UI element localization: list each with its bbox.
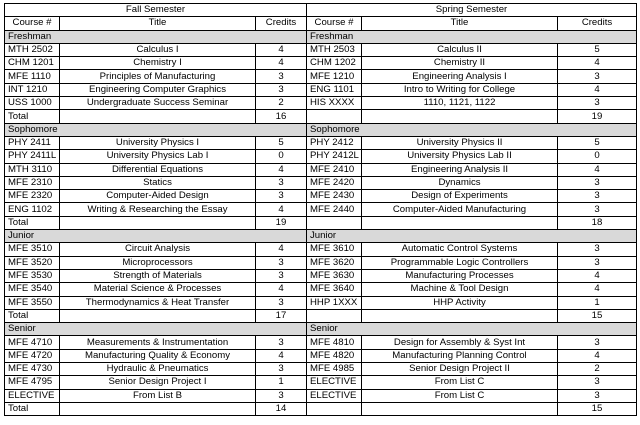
semester-header-row (5, 4, 637, 17)
spring-course-credits: 0 (558, 150, 637, 163)
fall-course-title: Material Science & Processes (60, 283, 256, 296)
spring-total-credits: 15 (558, 402, 637, 415)
spring-year-label: Sophomore (307, 123, 637, 136)
spring-total-spacer-2 (362, 309, 558, 322)
fall-course-number: MFE 3550 (5, 296, 60, 309)
spring-course-credits: 3 (558, 243, 637, 256)
fall-total-label: Total (5, 216, 60, 229)
spring-total-spacer-2 (362, 216, 558, 229)
fall-year-label: Senior (5, 323, 307, 336)
spring-course-title: University Physics II (362, 136, 558, 149)
fall-semester-header: Fall Semester (5, 4, 307, 17)
spring-course-credits: 3 (558, 190, 637, 203)
fall-course-number: ELECTIVE (5, 389, 60, 402)
spring-course-title: Calculus II (362, 43, 558, 56)
fall-course-number: CHM 1201 (5, 57, 60, 70)
spring-course-title: From List C (362, 376, 558, 389)
fall-course-credits: 5 (256, 136, 307, 149)
spring-course-credits: 4 (558, 283, 637, 296)
spring-year-label: Freshman (307, 30, 637, 43)
spring-course-number: MFE 2410 (307, 163, 362, 176)
year-header-row (5, 230, 637, 243)
spring-course-title: Engineering Analysis I (362, 70, 558, 83)
fall-total-spacer (60, 110, 256, 123)
spring-course-title: University Physics Lab II (362, 150, 558, 163)
fall-course-number: MFE 4730 (5, 363, 60, 376)
fall-total-credits: 16 (256, 110, 307, 123)
fall-year-label: Freshman (5, 30, 307, 43)
spring-title-header: Title (362, 17, 558, 30)
fall-course-credits: 3 (256, 190, 307, 203)
fall-course-title: Measurements & Instrumentation (60, 336, 256, 349)
fall-course-title: Microprocessors (60, 256, 256, 269)
fall-course-credits: 3 (256, 336, 307, 349)
fall-course-credits: 2 (256, 97, 307, 110)
spring-course-credits: 5 (558, 136, 637, 149)
fall-course-title: Manufacturing Quality & Economy (60, 349, 256, 362)
spring-course-credits: 3 (558, 70, 637, 83)
course-row (5, 389, 637, 402)
spring-course-number: ELECTIVE (307, 389, 362, 402)
course-row (5, 296, 637, 309)
spring-course-number: PHY 2412 (307, 136, 362, 149)
course-row (5, 376, 637, 389)
column-header-row (5, 17, 637, 30)
spring-course-number: MFE 4985 (307, 363, 362, 376)
total-row (5, 110, 637, 123)
fall-course-credits: 3 (256, 176, 307, 189)
fall-course-number: INT 1210 (5, 83, 60, 96)
spring-course-number: MFE 3640 (307, 283, 362, 296)
spring-course-number: MTH 2503 (307, 43, 362, 56)
spring-total-credits: 15 (558, 309, 637, 322)
course-row (5, 243, 637, 256)
course-row (5, 57, 637, 70)
fall-course-credits: 3 (256, 83, 307, 96)
course-row (5, 256, 637, 269)
course-row (5, 283, 637, 296)
fall-total-label: Total (5, 402, 60, 415)
fall-total-spacer (60, 309, 256, 322)
spring-course-number: HHP 1XXX (307, 296, 362, 309)
total-row (5, 216, 637, 229)
fall-total-credits: 14 (256, 402, 307, 415)
spring-course-number: MFE 3620 (307, 256, 362, 269)
fall-course-credits: 4 (256, 243, 307, 256)
fall-course-title: University Physics Lab I (60, 150, 256, 163)
fall-course-number: MFE 3530 (5, 269, 60, 282)
spring-course-title: Programmable Logic Controllers (362, 256, 558, 269)
fall-course-title: Hydraulic & Pneumatics (60, 363, 256, 376)
spring-total-spacer (307, 110, 362, 123)
year-header-row (5, 123, 637, 136)
spring-course-title: Dynamics (362, 176, 558, 189)
spring-course-credits: 1 (558, 296, 637, 309)
fall-course-title: Differential Equations (60, 163, 256, 176)
fall-course-title: Principles of Manufacturing (60, 70, 256, 83)
spring-course-title: Intro to Writing for College (362, 83, 558, 96)
spring-year-label: Senior (307, 323, 637, 336)
fall-course-title: Circuit Analysis (60, 243, 256, 256)
fall-course-number: MFE 4710 (5, 336, 60, 349)
spring-course-number: MFE 4820 (307, 349, 362, 362)
fall-course-credits: 4 (256, 349, 307, 362)
spring-course-number: ELECTIVE (307, 376, 362, 389)
fall-course-credits: 0 (256, 150, 307, 163)
fall-course-title: From List B (60, 389, 256, 402)
spring-course-credits: 3 (558, 389, 637, 402)
spring-total-spacer-2 (362, 402, 558, 415)
spring-total-spacer (307, 216, 362, 229)
spring-course-number: MFE 2420 (307, 176, 362, 189)
spring-total-spacer-2 (362, 110, 558, 123)
spring-course-credits: 3 (558, 97, 637, 110)
fall-credits-header: Credits (256, 17, 307, 30)
course-row (5, 203, 637, 216)
spring-course-credits: 5 (558, 43, 637, 56)
spring-course-credits: 4 (558, 269, 637, 282)
fall-course-credits: 3 (256, 296, 307, 309)
spring-total-spacer (307, 309, 362, 322)
fall-total-spacer (60, 402, 256, 415)
spring-course-title: Automatic Control Systems (362, 243, 558, 256)
fall-course-credits: 1 (256, 376, 307, 389)
fall-course-number: MFE 3520 (5, 256, 60, 269)
fall-course-number: MFE 2320 (5, 190, 60, 203)
spring-course-number: CHM 1202 (307, 57, 362, 70)
fall-course-title: Thermodynamics & Heat Transfer (60, 296, 256, 309)
fall-year-label: Sophomore (5, 123, 307, 136)
spring-course-title: Design for Assembly & Syst Int (362, 336, 558, 349)
fall-course-title: Undergraduate Success Seminar (60, 97, 256, 110)
fall-course-number: MFE 3510 (5, 243, 60, 256)
fall-course-number: MFE 3540 (5, 283, 60, 296)
total-row (5, 309, 637, 322)
spring-course-title: Engineering Analysis II (362, 163, 558, 176)
spring-course-number: MFE 2430 (307, 190, 362, 203)
fall-course-number: MFE 4795 (5, 376, 60, 389)
course-row (5, 136, 637, 149)
fall-total-credits: 17 (256, 309, 307, 322)
spring-course-number: MFE 2440 (307, 203, 362, 216)
fall-course-credits: 3 (256, 70, 307, 83)
spring-course-credits: 2 (558, 363, 637, 376)
fall-total-label: Total (5, 309, 60, 322)
course-row (5, 363, 637, 376)
spring-course-title: Manufacturing Planning Control (362, 349, 558, 362)
fall-course-number: ENG 1102 (5, 203, 60, 216)
spring-total-spacer (307, 402, 362, 415)
fall-course-number: USS 1000 (5, 97, 60, 110)
fall-course-title: University Physics I (60, 136, 256, 149)
course-row (5, 150, 637, 163)
spring-course-credits: 4 (558, 83, 637, 96)
course-row (5, 349, 637, 362)
spring-course-number: MFE 4810 (307, 336, 362, 349)
course-row (5, 43, 637, 56)
spring-credits-header: Credits (558, 17, 637, 30)
fall-course-number: MFE 4720 (5, 349, 60, 362)
spring-course-credits: 3 (558, 176, 637, 189)
fall-course-title: Engineering Computer Graphics (60, 83, 256, 96)
fall-course-number: PHY 2411L (5, 150, 60, 163)
spring-course-number: MFE 3610 (307, 243, 362, 256)
spring-course-credits: 3 (558, 256, 637, 269)
spring-course-number: HIS XXXX (307, 97, 362, 110)
fall-course-title: Strength of Materials (60, 269, 256, 282)
spring-course-title: Chemistry II (362, 57, 558, 70)
spring-course-title: Machine & Tool Design (362, 283, 558, 296)
spring-total-credits: 19 (558, 110, 637, 123)
fall-course-credits: 4 (256, 163, 307, 176)
spring-course-credits: 3 (558, 336, 637, 349)
spring-semester-header: Spring Semester (307, 4, 637, 17)
fall-course-credits: 3 (256, 269, 307, 282)
spring-course-title: Senior Design Project II (362, 363, 558, 376)
spring-course-header: Course # (307, 17, 362, 30)
fall-course-credits: 4 (256, 203, 307, 216)
spring-course-title: HHP Activity (362, 296, 558, 309)
fall-title-header: Title (60, 17, 256, 30)
spring-course-credits: 4 (558, 349, 637, 362)
fall-course-title: Computer-Aided Design (60, 190, 256, 203)
fall-total-label: Total (5, 110, 60, 123)
course-row (5, 97, 637, 110)
fall-course-title: Statics (60, 176, 256, 189)
fall-course-number: PHY 2411 (5, 136, 60, 149)
course-row (5, 83, 637, 96)
degree-plan-body (5, 4, 637, 416)
spring-course-credits: 4 (558, 57, 637, 70)
course-row (5, 163, 637, 176)
fall-course-credits: 3 (256, 256, 307, 269)
course-row (5, 176, 637, 189)
spring-course-credits: 3 (558, 376, 637, 389)
course-row (5, 70, 637, 83)
fall-course-number: MFE 1110 (5, 70, 60, 83)
spring-course-credits: 3 (558, 203, 637, 216)
fall-course-credits: 4 (256, 57, 307, 70)
spring-course-title: Manufacturing Processes (362, 269, 558, 282)
fall-course-credits: 3 (256, 363, 307, 376)
spring-course-number: ENG 1101 (307, 83, 362, 96)
fall-total-credits: 19 (256, 216, 307, 229)
degree-plan-table (4, 3, 637, 416)
spring-course-title: From List C (362, 389, 558, 402)
total-row (5, 402, 637, 415)
spring-course-number: PHY 2412L (307, 150, 362, 163)
course-row (5, 269, 637, 282)
year-header-row (5, 323, 637, 336)
spring-course-number: MFE 3630 (307, 269, 362, 282)
fall-course-number: MTH 2502 (5, 43, 60, 56)
spring-course-title: 1110, 1121, 1122 (362, 97, 558, 110)
fall-course-title: Senior Design Project I (60, 376, 256, 389)
spring-year-label: Junior (307, 230, 637, 243)
fall-course-number: MTH 3110 (5, 163, 60, 176)
spring-course-credits: 4 (558, 163, 637, 176)
fall-total-spacer (60, 216, 256, 229)
fall-course-number: MFE 2310 (5, 176, 60, 189)
fall-course-credits: 4 (256, 43, 307, 56)
year-header-row (5, 30, 637, 43)
fall-course-title: Chemistry I (60, 57, 256, 70)
fall-course-header: Course # (5, 17, 60, 30)
fall-year-label: Junior (5, 230, 307, 243)
course-row (5, 190, 637, 203)
fall-course-title: Writing & Researching the Essay (60, 203, 256, 216)
spring-course-number: MFE 1210 (307, 70, 362, 83)
spring-course-title: Design of Experiments (362, 190, 558, 203)
spring-course-title: Computer-Aided Manufacturing (362, 203, 558, 216)
fall-course-credits: 3 (256, 389, 307, 402)
course-row (5, 336, 637, 349)
fall-course-credits: 4 (256, 283, 307, 296)
spring-total-credits: 18 (558, 216, 637, 229)
fall-course-title: Calculus I (60, 43, 256, 56)
